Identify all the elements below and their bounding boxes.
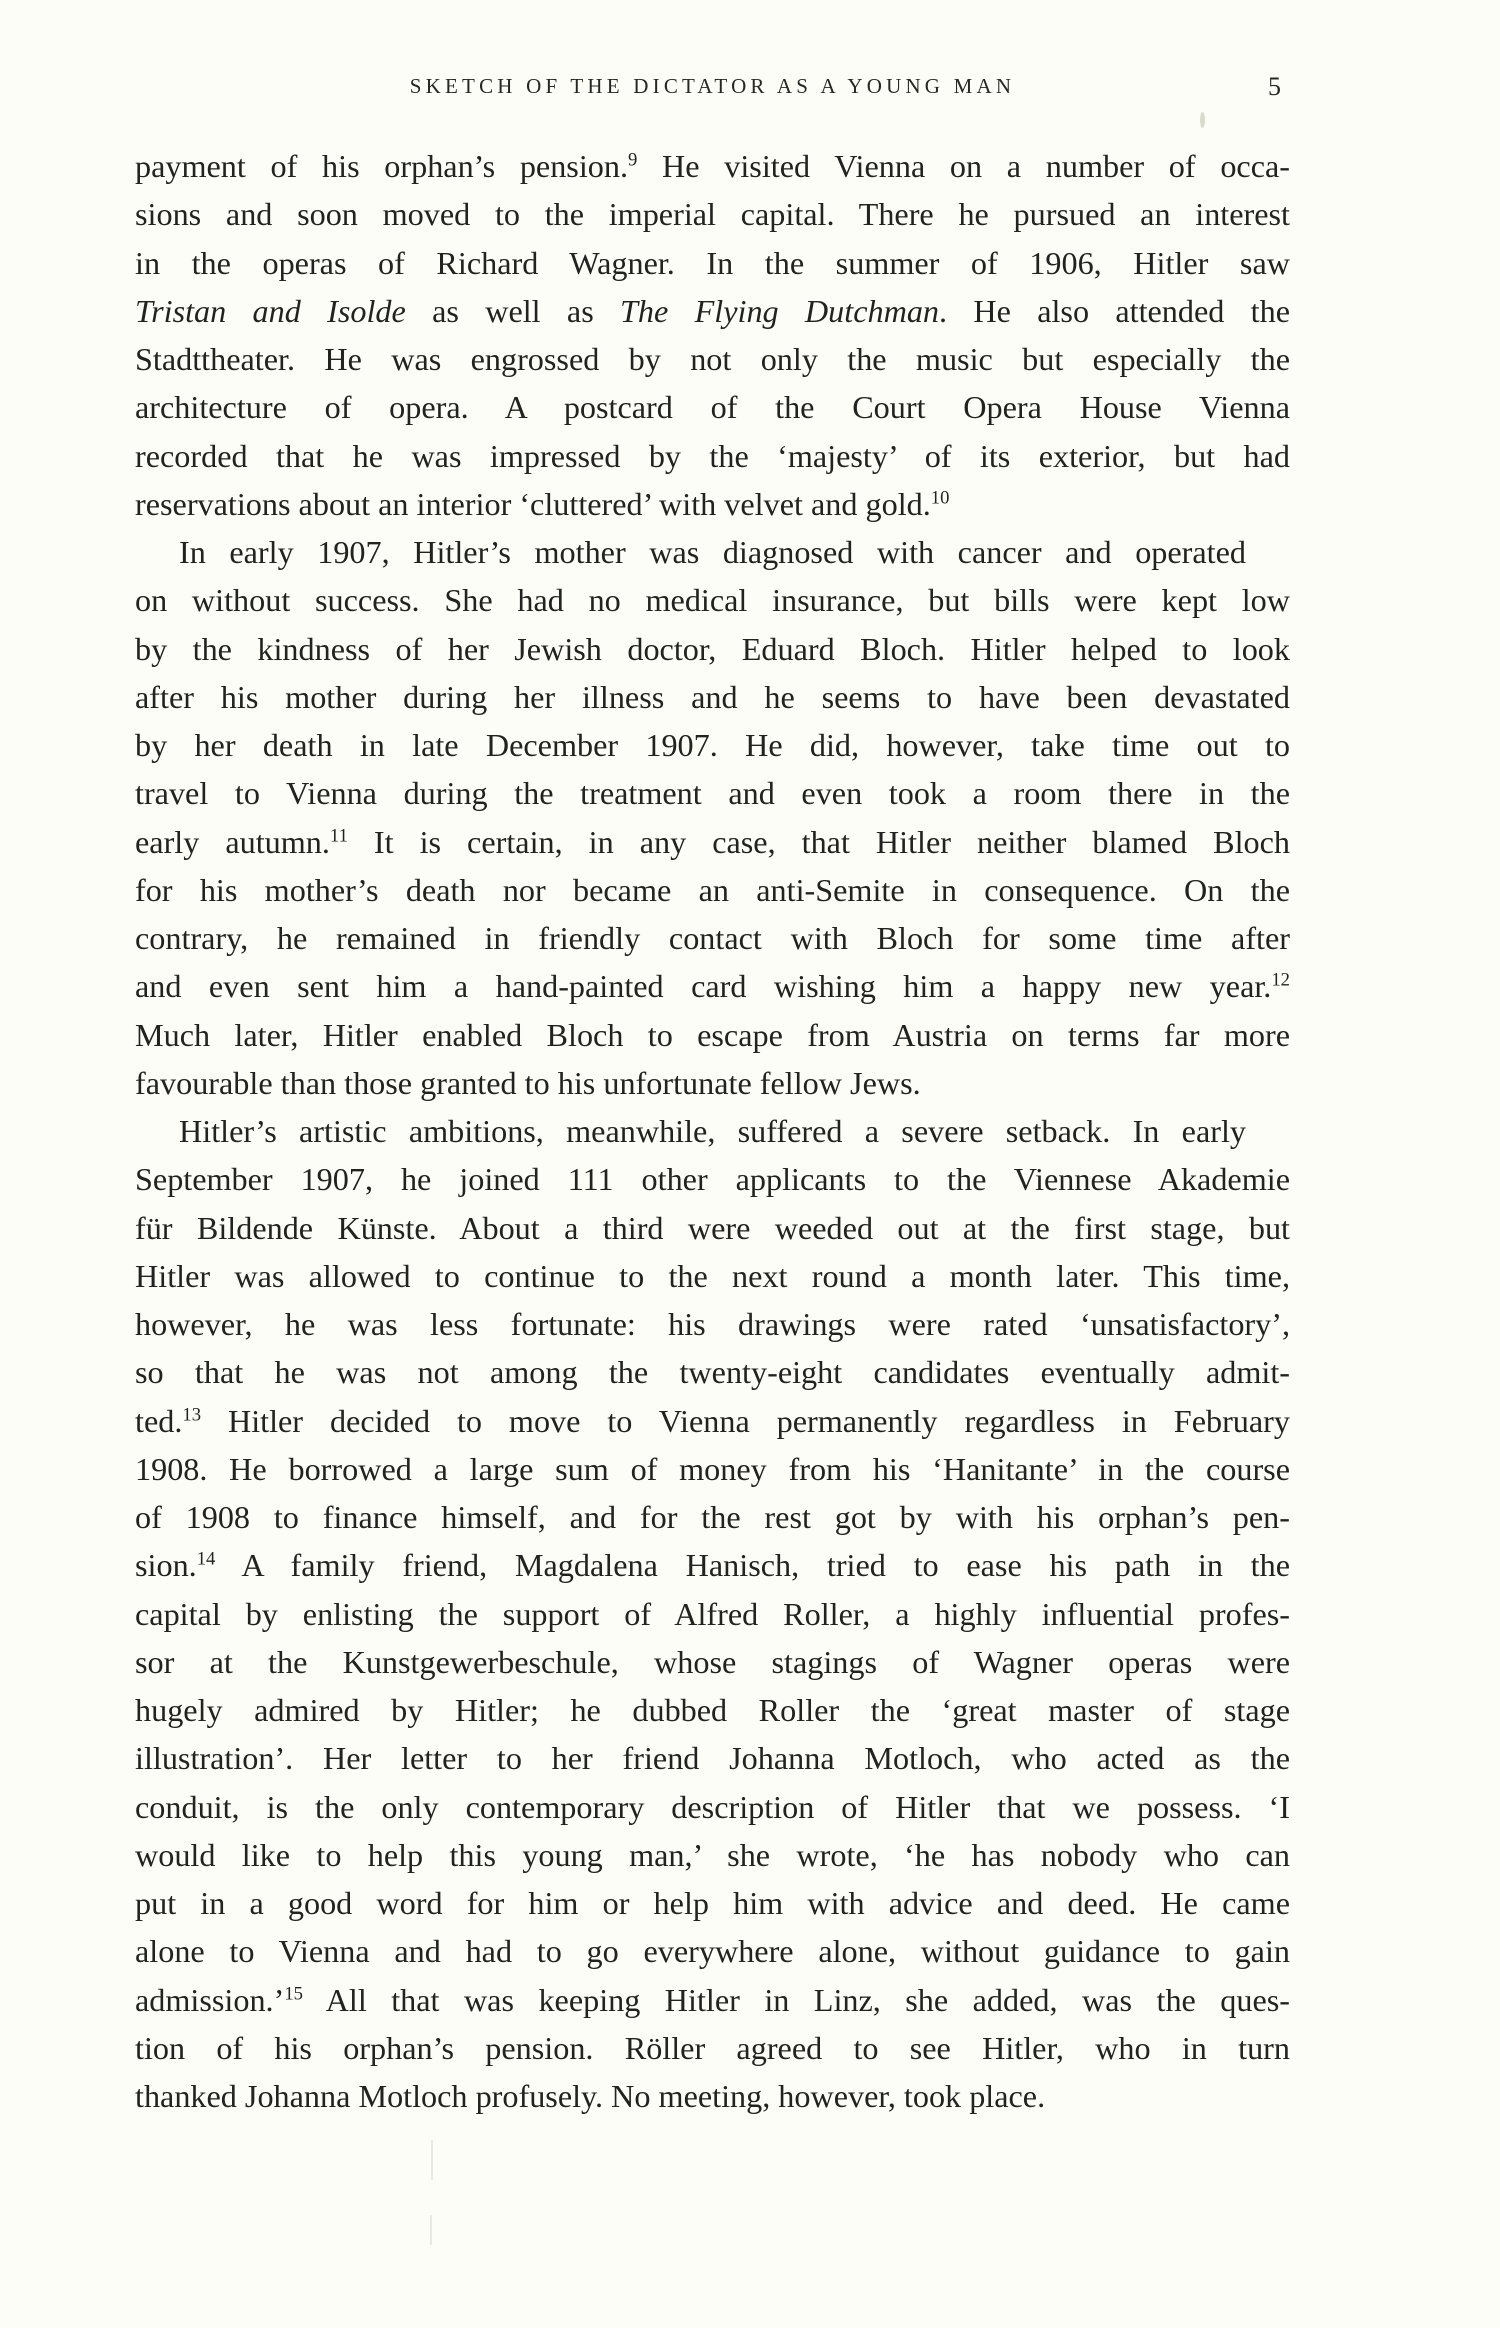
text-line	[135, 190, 1290, 238]
work-title: The Flying Dutchman	[620, 292, 940, 329]
text-line	[135, 962, 1290, 1010]
running-head: SKETCH OF THE DICTATOR AS A YOUNG MAN	[409, 74, 1016, 98]
text-run: It is certain, in any case, that Hitler neither blamed Bloch	[347, 823, 1290, 860]
text-run: and even sent him a hand-painted card wishing him a happy new year.	[135, 968, 1272, 1005]
text-run: early autumn.	[135, 823, 330, 860]
footnote-ref[interactable]: 11	[329, 824, 348, 846]
footnote-ref[interactable]: 13	[182, 1403, 202, 1425]
text-line	[135, 818, 1290, 866]
text-run: capital by enlisting the support of Alfred Roller, a highly influential profes-	[135, 1595, 1290, 1632]
text-run: sions and soon moved to the imperial capital. There he pursued an interest	[135, 196, 1290, 233]
text-line	[135, 2072, 1290, 2120]
text-line	[135, 1445, 1290, 1493]
footnote-ref[interactable]: 10	[930, 487, 950, 509]
text-run: travel to Vienna during the treatment and even took a room there in the	[135, 775, 1290, 812]
footnote-ref[interactable]: 9	[628, 149, 638, 171]
text-run: Stadttheater. He was engrossed by not only the music but especially the	[135, 341, 1290, 377]
text-line	[135, 625, 1290, 673]
text-run: by the kindness of her Jewish doctor, Eduard Bloch. Hitler helped to look	[135, 630, 1290, 667]
text-line	[135, 383, 1290, 431]
text-line	[135, 1541, 1290, 1589]
text-run: admission.’	[135, 1981, 285, 2018]
text-run: Hitler’s artistic ambitions, meanwhile, suffered a severe setback. In early	[179, 1113, 1246, 1149]
scan-smudge	[1200, 112, 1205, 128]
text-run: Much later, Hitler enabled Bloch to escape from Austria on terms far more	[135, 1016, 1290, 1053]
text-line	[135, 1397, 1290, 1445]
text-line	[135, 1783, 1290, 1831]
text-run: reservations about an interior ‘cluttered’ with velvet and gold.	[135, 485, 931, 522]
text-run: would like to help this young man,’ she wrote, ‘he has nobody who can	[135, 1836, 1290, 1873]
text-line	[135, 335, 1290, 383]
text-line	[135, 576, 1290, 624]
text-run: hugely admired by Hitler; he dubbed Roller the ‘great master of stage	[135, 1692, 1290, 1728]
text-line	[135, 142, 1290, 190]
text-run: für Bildende Künste. About a third were weeded out at the first stage, but	[135, 1209, 1290, 1246]
text-run: after his mother during her illness and he seems to have been devastated	[135, 678, 1290, 715]
text-run: of 1908 to finance himself, and for the rest got by with his orphan’s pen-	[135, 1499, 1290, 1535]
text-run: however, he was less fortunate: his drawings were rated ‘unsatisfactory’,	[135, 1306, 1290, 1342]
text-line	[135, 1252, 1290, 1300]
text-run: for his mother’s death nor became an anti-Semite in consequence. On the	[135, 871, 1290, 908]
scan-mark	[431, 2140, 433, 2180]
text-run: favourable than those granted to his unfortunate fellow Jews.	[135, 1064, 921, 1101]
text-run: conduit, is the only contemporary description of Hitler that we possess. ‘I	[135, 1788, 1290, 1825]
text-line	[135, 1831, 1290, 1879]
text-run: sion.	[135, 1547, 197, 1584]
text-line	[135, 1059, 1290, 1107]
text-run: September 1907, he joined 111 other applicants to the Viennese Akademie	[135, 1161, 1290, 1198]
text-run: Hitler was allowed to continue to the next round a month later. This time,	[135, 1257, 1290, 1294]
text-run: payment of his orphan’s pension.	[135, 148, 629, 184]
text-line	[135, 287, 1290, 335]
paragraph	[135, 1107, 1290, 2120]
text-line	[135, 1927, 1290, 1975]
text-run: alone to Vienna and had to go everywhere alone, without guidance to gain	[135, 1933, 1290, 1970]
text-run: Hitler decided to move to Vienna permanently regardless in February	[201, 1402, 1290, 1439]
footnote-ref[interactable]: 14	[196, 1548, 216, 1570]
text-run: in the operas of Richard Wagner. In the summer of 1906, Hitler saw	[135, 244, 1290, 281]
footnote-ref[interactable]: 12	[1271, 969, 1290, 991]
text-line	[135, 914, 1290, 962]
text-run: illustration’. Her letter to her friend Johanna Motloch, who acted as the	[135, 1740, 1290, 1777]
text-line	[135, 1638, 1290, 1686]
text-line	[135, 1493, 1290, 1541]
paragraph	[135, 528, 1290, 1107]
text-run: put in a good word for him or help him with advice and deed. He came	[135, 1885, 1290, 1921]
text-line	[135, 769, 1290, 817]
text-run: All that was keeping Hitler in Linz, she added, was the ques-	[302, 1981, 1290, 2018]
text-line	[135, 1300, 1290, 1348]
text-run: He visited Vienna on a number of occa-	[637, 148, 1290, 184]
text-line	[135, 721, 1290, 769]
text-line	[135, 1590, 1290, 1638]
text-run: tion of his orphan’s pension. Röller agreed to see Hitler, who in turn	[135, 2029, 1290, 2066]
text-line	[135, 528, 1290, 576]
text-line	[135, 1686, 1290, 1734]
text-run: 1908. He borrowed a large sum of money from his ‘Hanitante’ in the course	[135, 1450, 1290, 1487]
text-line	[135, 866, 1290, 914]
text-run: In early 1907, Hitler’s mother was diagnosed with cancer and operated	[179, 534, 1246, 570]
text-run: on without success. She had no medical insurance, but bills were kept low	[135, 582, 1290, 619]
text-run: thanked Johanna Motloch profusely. No meeting, however, took place.	[135, 2078, 1046, 2114]
footnote-ref[interactable]: 15	[284, 1982, 303, 2004]
text-line	[135, 1348, 1290, 1396]
text-run: by her death in late December 1907. He did, however, take time out to	[135, 727, 1290, 763]
text-run: A family friend, Magdalena Hanisch, tried to ease his path in the	[215, 1547, 1290, 1584]
text-line	[135, 1011, 1290, 1059]
text-run: ted.	[135, 1402, 183, 1439]
text-run: . He also attended the	[939, 292, 1290, 329]
text-line	[135, 480, 1290, 528]
text-run: so that he was not among the twenty-eight candidates eventually admit-	[135, 1354, 1290, 1391]
text-run: contrary, he remained in friendly contact with Bloch for some time after	[135, 920, 1290, 956]
text-line	[135, 1976, 1290, 2024]
text-line	[135, 2024, 1290, 2072]
text-line	[135, 1107, 1290, 1155]
body-text	[135, 142, 1290, 2120]
text-line	[135, 673, 1290, 721]
text-line	[135, 432, 1290, 480]
text-run: recorded that he was impressed by the ‘majesty’ of its exterior, but had	[135, 437, 1290, 474]
text-line	[135, 1734, 1290, 1782]
text-run: architecture of opera. A postcard of the Court Opera House Vienna	[135, 389, 1290, 426]
text-line	[135, 1879, 1290, 1927]
work-title: Tristan and Isolde	[135, 292, 406, 329]
text-line	[135, 1155, 1290, 1203]
paragraph	[135, 142, 1290, 528]
text-line	[135, 239, 1290, 287]
text-run: sor at the Kunstgewerbeschule, whose stagings of Wagner operas were	[135, 1643, 1290, 1680]
page-number: 5	[1268, 72, 1281, 101]
text-run: as well as	[405, 292, 621, 329]
scan-mark	[430, 2215, 432, 2245]
text-line	[135, 1204, 1290, 1252]
